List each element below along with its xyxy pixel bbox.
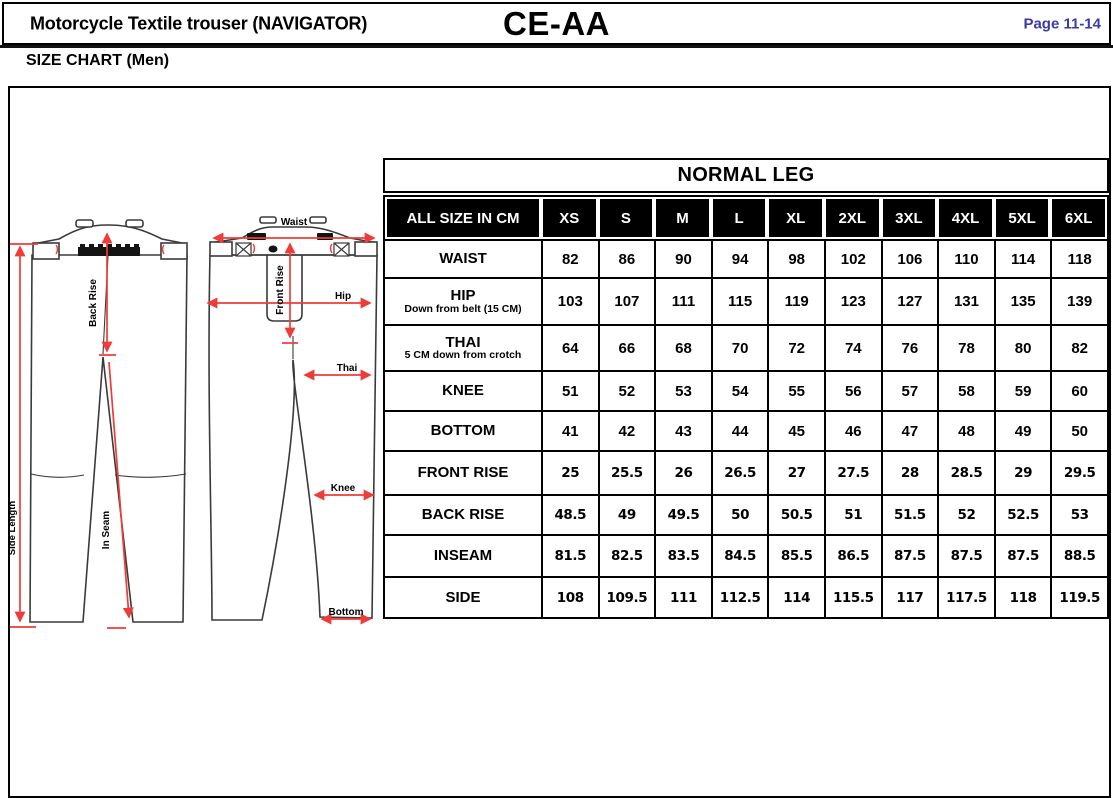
size-value-cell: 51	[824, 494, 881, 534]
size-value-cell: 41	[541, 410, 598, 450]
size-value-cell: 88.5	[1050, 534, 1107, 576]
size-value-cell: 112.5	[711, 576, 768, 617]
size-value-cell: 25.5	[598, 450, 655, 494]
size-value-cell: 48.5	[541, 494, 598, 534]
size-table	[383, 158, 1109, 619]
size-value-cell: 83.5	[654, 534, 711, 576]
column-header-size: 4XL	[937, 197, 994, 239]
size-value-cell: 47	[881, 410, 938, 450]
size-value-cell: 118	[994, 576, 1051, 617]
size-value-cell: 42	[598, 410, 655, 450]
size-value-cell: 49.5	[654, 494, 711, 534]
section-title: SIZE CHART (Men)	[26, 52, 170, 69]
row-label: BACK RISE	[385, 494, 541, 534]
size-value-cell: 26	[654, 450, 711, 494]
header-divider	[0, 45, 1113, 48]
size-value-cell: 50	[711, 494, 768, 534]
size-value-cell: 94	[711, 239, 768, 277]
size-value-cell: 119.5	[1050, 576, 1107, 617]
size-value-cell: 115	[711, 277, 768, 324]
thai-label: Thai	[336, 363, 358, 374]
size-value-cell: 60	[1050, 370, 1107, 410]
size-value-cell: 78	[937, 324, 994, 370]
column-header-size: L	[711, 197, 768, 239]
size-value-cell: 90	[654, 239, 711, 277]
size-value-cell: 86	[598, 239, 655, 277]
size-value-cell: 114	[767, 576, 824, 617]
size-value-cell: 103	[541, 277, 598, 324]
hip-label: Hip	[334, 291, 352, 302]
size-value-cell: 64	[541, 324, 598, 370]
size-value-cell: 114	[994, 239, 1051, 277]
row-label: THAI 5 CM down from crotch	[385, 324, 541, 370]
certification-code: CE-AA	[503, 4, 610, 42]
size-value-cell: 48	[937, 410, 994, 450]
size-value-cell: 58	[937, 370, 994, 410]
side-length-label: Side Length	[7, 500, 18, 556]
size-value-cell: 44	[711, 410, 768, 450]
column-header-size: 3XL	[881, 197, 938, 239]
size-value-cell: 43	[654, 410, 711, 450]
size-value-cell: 52	[937, 494, 994, 534]
size-value-cell: 108	[541, 576, 598, 617]
size-value-cell: 27.5	[824, 450, 881, 494]
size-value-cell: 86.5	[824, 534, 881, 576]
size-value-cell: 49	[598, 494, 655, 534]
column-header-size: XL	[767, 197, 824, 239]
size-value-cell: 29.5	[1050, 450, 1107, 494]
size-value-cell: 28.5	[937, 450, 994, 494]
size-value-cell: 53	[654, 370, 711, 410]
size-grid	[383, 195, 1109, 619]
column-header-size: M	[654, 197, 711, 239]
size-value-cell: 111	[654, 576, 711, 617]
size-value-cell: 74	[824, 324, 881, 370]
size-value-cell: 68	[654, 324, 711, 370]
size-value-cell: 54	[711, 370, 768, 410]
size-value-cell: 50.5	[767, 494, 824, 534]
size-value-cell: 102	[824, 239, 881, 277]
page-number: Page 11-14	[1023, 15, 1101, 32]
size-value-cell: 57	[881, 370, 938, 410]
row-label: KNEE	[385, 370, 541, 410]
size-value-cell: 45	[767, 410, 824, 450]
size-value-cell: 29	[994, 450, 1051, 494]
size-value-cell: 107	[598, 277, 655, 324]
size-chart-panel	[8, 86, 1111, 798]
size-value-cell: 82	[541, 239, 598, 277]
column-header-size: 2XL	[824, 197, 881, 239]
size-value-cell: 82	[1050, 324, 1107, 370]
size-value-cell: 46	[824, 410, 881, 450]
size-value-cell: 117	[881, 576, 938, 617]
front-view-drawing	[209, 217, 377, 620]
row-label: FRONT RISE	[385, 450, 541, 494]
size-value-cell: 85.5	[767, 534, 824, 576]
row-label: HIP Down from belt (15 CM)	[385, 277, 541, 324]
size-value-cell: 127	[881, 277, 938, 324]
front-rise-label: Front Rise	[275, 265, 286, 315]
size-value-cell: 72	[767, 324, 824, 370]
trouser-diagram	[7, 88, 392, 688]
column-header-size: S	[598, 197, 655, 239]
row-label: INSEAM	[385, 534, 541, 576]
size-value-cell: 51	[541, 370, 598, 410]
knee-label: Knee	[330, 483, 356, 494]
velcro-strip	[78, 244, 140, 256]
size-value-cell: 66	[598, 324, 655, 370]
size-value-cell: 115.5	[824, 576, 881, 617]
in-seam-label: In Seam	[101, 510, 112, 550]
row-label: SIDE	[385, 576, 541, 617]
back-rise-label: Back Rise	[88, 279, 99, 327]
size-value-cell: 80	[994, 324, 1051, 370]
size-value-cell: 59	[994, 370, 1051, 410]
size-value-cell: 109.5	[598, 576, 655, 617]
size-value-cell: 28	[881, 450, 938, 494]
size-value-cell: 51.5	[881, 494, 938, 534]
size-value-cell: 50	[1050, 410, 1107, 450]
size-value-cell: 119	[767, 277, 824, 324]
back-view-drawing	[30, 220, 187, 622]
size-value-cell: 52.5	[994, 494, 1051, 534]
size-value-cell: 81.5	[541, 534, 598, 576]
bottom-label: Bottom	[328, 607, 364, 618]
size-value-cell: 117.5	[937, 576, 994, 617]
document-header	[2, 2, 1111, 45]
column-header-size: 6XL	[1050, 197, 1107, 239]
size-value-cell: 56	[824, 370, 881, 410]
size-value-cell: 110	[937, 239, 994, 277]
size-value-cell: 26.5	[711, 450, 768, 494]
size-value-cell: 118	[1050, 239, 1107, 277]
size-value-cell: 84.5	[711, 534, 768, 576]
size-value-cell: 70	[711, 324, 768, 370]
size-value-cell: 98	[767, 239, 824, 277]
column-header-unit: ALL SIZE IN CM	[385, 197, 541, 239]
waist-label: Waist	[280, 217, 308, 228]
size-value-cell: 135	[994, 277, 1051, 324]
size-value-cell: 111	[654, 277, 711, 324]
size-value-cell: 131	[937, 277, 994, 324]
size-value-cell: 82.5	[598, 534, 655, 576]
row-label: BOTTOM	[385, 410, 541, 450]
size-value-cell: 87.5	[937, 534, 994, 576]
column-header-size: 5XL	[994, 197, 1051, 239]
size-value-cell: 76	[881, 324, 938, 370]
size-value-cell: 52	[598, 370, 655, 410]
size-value-cell: 87.5	[994, 534, 1051, 576]
size-value-cell: 49	[994, 410, 1051, 450]
size-value-cell: 53	[1050, 494, 1107, 534]
size-value-cell: 139	[1050, 277, 1107, 324]
size-value-cell: 123	[824, 277, 881, 324]
size-value-cell: 87.5	[881, 534, 938, 576]
size-value-cell: 55	[767, 370, 824, 410]
row-label: WAIST	[385, 239, 541, 277]
document-title: Motorcycle Textile trouser (NAVIGATOR)	[30, 13, 368, 33]
size-value-cell: 25	[541, 450, 598, 494]
size-value-cell: 106	[881, 239, 938, 277]
table-title: NORMAL LEG	[383, 158, 1109, 193]
column-header-size: XS	[541, 197, 598, 239]
size-value-cell: 27	[767, 450, 824, 494]
